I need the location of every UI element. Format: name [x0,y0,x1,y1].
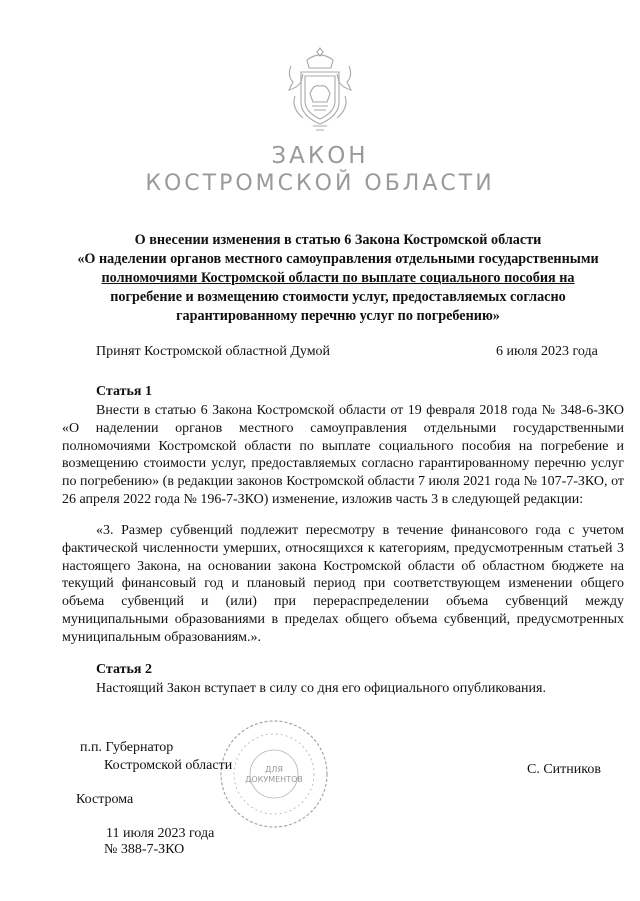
law-number: № 388-7-ЗКО [104,842,185,857]
signing-city: Кострома [76,792,134,807]
official-seal-stamp [218,718,330,830]
article-2-paragraph-1: Настоящий Закон вступает в силу со дня его официального опубликования. [96,681,546,696]
adoption-date: 6 июля 2023 года [496,344,598,359]
article-1-paragraph-1: Внести в статью 6 Закона Костромской области от 19 февраля 2018 года № 348-6-ЗКО «О наделении органов местного самоуправления отдельными государственными полномочиями Костромской области по выплате социального пособия на погребение и возмещению стоимости услуг, предоставляемых согласно гарантированному перечню услуг по погребению» (в редакции законов Костромской области 7 июля 2021 года № 107-7-ЗКО, от 26 апреля 2022 года № 196-7-ЗКО) изменение, изложив часть 3 в следующей редакции: [62,403,624,507]
coat-of-arms-emblem [283,46,357,132]
law-title-line-2: «О наделении органов местного самоуправления отдельными государственными [77,251,599,267]
signing-date: 11 июля 2023 года [106,826,215,841]
signatory-region: Костромской области [104,758,233,773]
law-title-line-1: О внесении изменения в статью 6 Закона Костромской области [134,232,542,248]
signatory-title: п.п. Губернатор [80,740,174,755]
law-title [58,231,618,326]
document-type-heading: ЗАКОН [271,143,369,169]
law-title-line-5: гарантированному перечню услуг по погребению» [176,308,500,324]
law-title-line-4: погребение и возмещению стоимости услуг, предоставляемых согласно [110,289,566,305]
issuing-region-heading: КОСТРОМСКОЙ ОБЛАСТИ [145,171,495,196]
adoption-label: Принят Костромской областной Думой [96,344,331,359]
seal-text-bottom: ДОКУМЕНТОВ [245,775,303,784]
seal-text-top: ДЛЯ [265,765,283,774]
article-2-heading: Статья 2 [96,662,152,677]
law-title-line-3: полномочиями Костромской области по выплате социального пособия на [101,270,575,286]
signatory-name: С. Ситников [527,762,601,777]
article-1-paragraph-2: «3. Размер субвенций подлежит пересмотру в течение финансового года с учетом фактической численности умерших, относящихся к категориям, предусмотренным статьей 3 настоящего Закона, на основании закона Костромской области об областном бюджете на текущий финансовый год и плановый период при соответствующем изменении общего объема субвенций и (или) при перераспределении объема субвенций между муниципальными образованиями в пределах общего объема субвенций, предусмотренных муниципальным образованиям.». [62,523,624,645]
article-1-heading: Статья 1 [96,384,152,399]
